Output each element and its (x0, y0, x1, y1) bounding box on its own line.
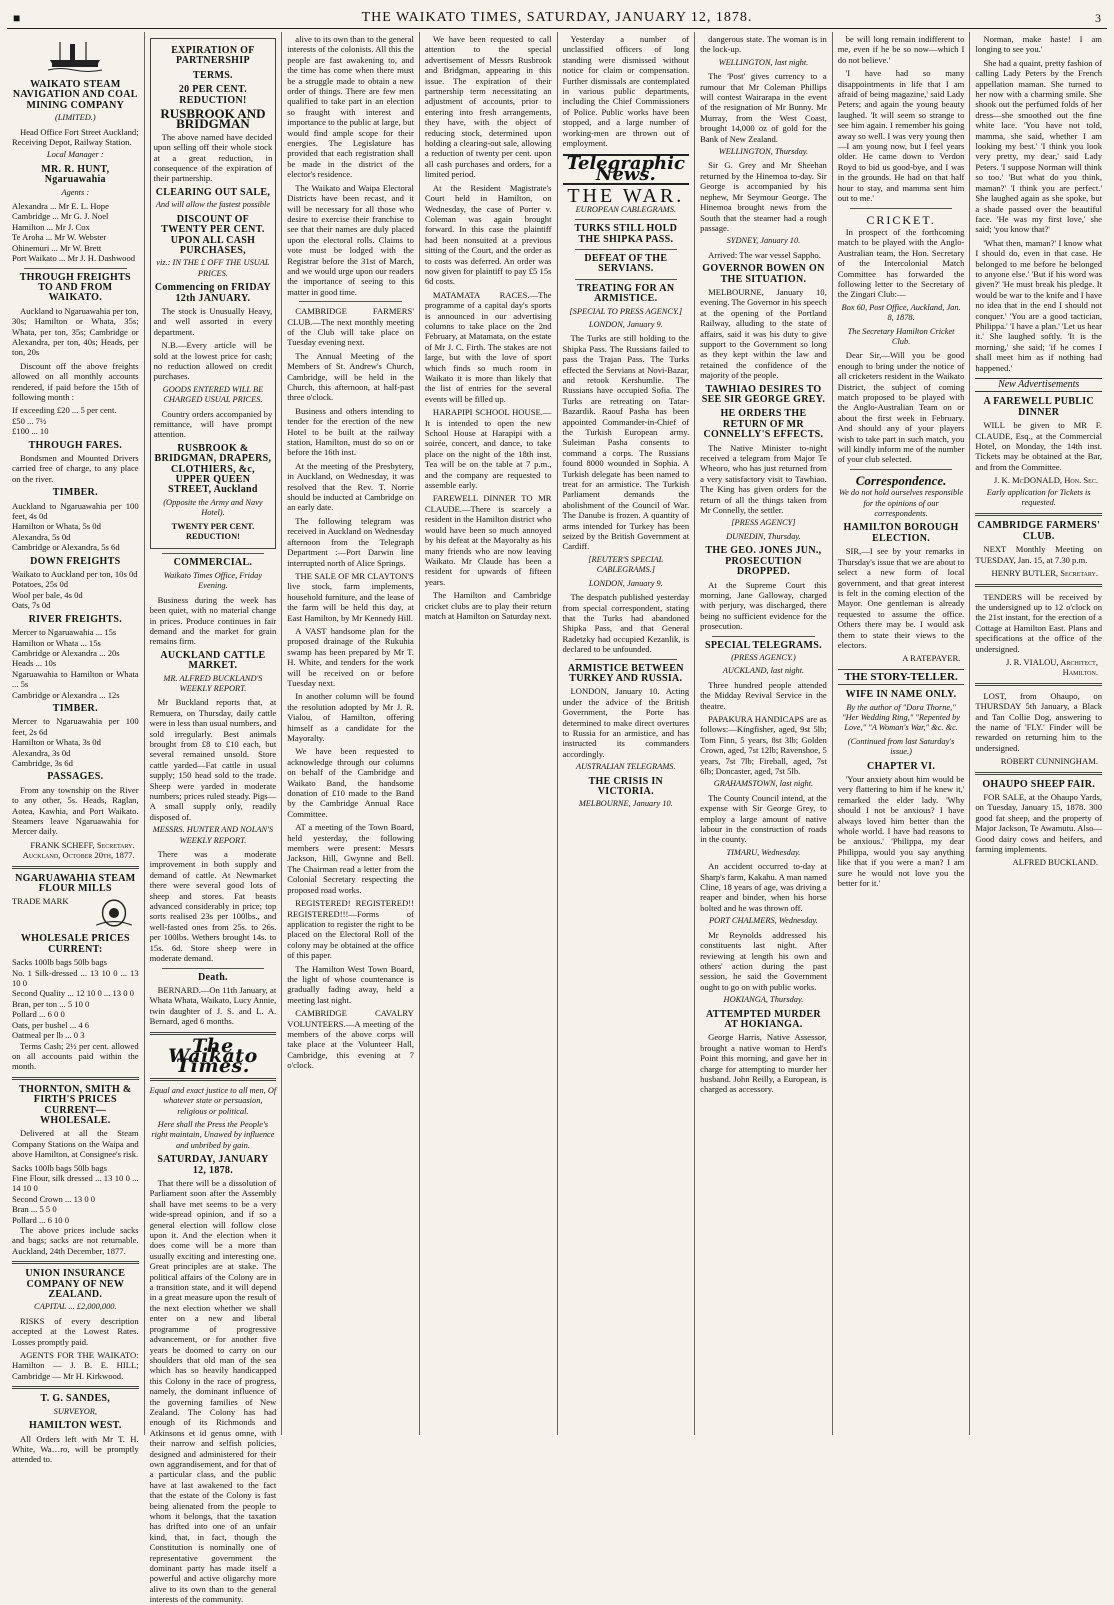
governor-text: MELBOURNE, January 10, evening. The Governor in his speech at the opening of the Portland Railway, alluding to the state of affairs, said it was his duty to give support to the Government so long as they kept within the law and retained the confidence of the majority of the people. (700, 286, 827, 381)
river-row: Cambridge or Alexandra ... 20s (12, 647, 120, 658)
treating-heading: TREATING FOR AN ARMISTICE. (577, 282, 675, 305)
story-text: be will long remain indifferent to me, even if he be so now—which I do not believe.' (837, 34, 965, 65)
cricket-addressee: The Secretary Hamilton Cricket Club. (847, 326, 955, 346)
freights-heading: THROUGH FREIGHTS TO AND FROM WAIKATO. (19, 271, 131, 304)
ohaupo-text: FOR SALE, at the Ohaupo Yards, on Tuesday, January 15, 1878. 300 good fat sheep, and the property of Major Jackson, Te Awamutu. Also—Good dairy cows and heifers, and farming implements. (975, 792, 1102, 855)
passages-heading: PASSAGES. (47, 771, 104, 783)
cricket-text: In prospect of the forthcoming match to be played with the Anglo-Australian team, the Hon. Secretary of the Intercolonial Match Committee has forwarded the following letter to the Secretary of the Zingari Club:— (837, 226, 965, 300)
capital-text: CAPITAL ... £2,000,000. (34, 1302, 117, 1312)
divider (575, 279, 678, 280)
cricket-box: Box 60, Post Office, Auckland, Jan. 8, 1878. (841, 302, 961, 323)
thornton-row: Sacks 100lb bags 50lb bags (12, 1162, 108, 1173)
divider (162, 968, 265, 969)
volunteers-note: CAMBRIDGE CAVALRY VOLUNTEERS.—A meeting of the members of the above corps will take place at the Volunteer Hall, Cambridge, this evening at 7 o'clock. (287, 1008, 414, 1071)
wholesale-heading: WHOLESALE PRICES CURRENT: (20, 933, 130, 955)
armistice-heading: ARMISTICE BETWEEN TURKEY AND RUSSIA. (567, 662, 684, 684)
article-text: At the Resident Magistrate's Court held in Hamilton, on Wednesday, the case of Porter v. Coleman was again brought forward. In this case the plaintiff had been nonsuited at a previous sitting of the Court, and the order as to costs was deferred. An order was now given for plaintiff to pay £5 15s 6d costs. (424, 182, 552, 287)
war-text: The Turks are still holding to the Shipka Pass. The Russians failed to pass the Trajan Pass. The Turks effected the Servians at Novi-Bazar, and retook Kershumlie. The Russians have occupied Sofia. The Turks are retreating on Tatar-Bazardik. Raouf Pasha has been appointed Commander-in-Chief of the Turkish European army. Suleiman Pasha consents to command a corps. The Russians found 8000 wounded in Sophia. A Turkish delegate has been named to treat for an armistice. The Turkish Parliament demands the abolishment of the Council of War. The Danube is frozen. A quantity of arms intended for Turkey has been seized by the British Government at Cardiff. (562, 333, 690, 552)
paper-title: The Waikato Times. (168, 1034, 258, 1078)
harapipi-note: HARAPIPI SCHOOL HOUSE.—It is intended to open the new School House at Harapipi with a soirée, concert, and dance, to take place on the night of the 18th inst. Tea will be on the table at 7 p.m., and the company are requested to assemble early. (424, 407, 552, 491)
hokianga-text: George Harris, Native Assessor, brought a native woman to Herd's Point this morning, and gave her in charge for attempting to murder her husband. John Reilly, a European, is charged as accessory. (700, 1032, 827, 1095)
timber2-heading: TIMBER. (52, 702, 98, 714)
sandes-town: HAMILTON WEST. (28, 1420, 122, 1432)
story-text: 'What then, maman?' I know what I should do, even in that case. He belonged to me before he belonged to anyone else.' 'But if his word was given?' 'He must break his pledge. It would be war to the knife and I have no idea that in the end I should not conquer.' 'You are a good tactician, Philippa.' 'I have a plan.' 'Let us hear it.' She laughed softly. 'It is the morning,' she said; 'if he comes I shall meet him as if nothing had happened.' (975, 237, 1102, 373)
agent-row: Port Waikato ... Mr J. H. Dashwood (12, 253, 136, 264)
timber2-row: Alexandra, 3s 0d (12, 747, 71, 758)
hunter-heading: MESSRS. HUNTER AND NOLAN'S WEEKLY REPORT. (152, 825, 274, 845)
auckland-text: Three hundred people attended the Midday Revival Service in the theatre. (700, 679, 827, 711)
tenders-signature: J. R. VIALOU, Architect, Hamilton. (1006, 656, 1098, 678)
fares-text: Bondsmen and Mounted Drivers carried free of charge, to any place on the river. (12, 453, 139, 484)
hokianga-heading: ATTEMPTED MURDER AT HOKIANGA. (705, 1008, 821, 1030)
dateline: HOKIANGA, Thursday. (723, 995, 804, 1005)
farewell-note: Early application for Tickets is requested. (986, 487, 1091, 508)
matamata-note: MATAMATA RACES.—The programme of a capital day's sports is announced in our advertising columns to take place on the 2nd February, at Matamata, on the estate of Mr J. C. Firth. The stakes are not large, but with the love of sport which finds so much room in Waikato it is more than likely that the list of entries for the several events will be filled up. (424, 289, 552, 404)
side-banner: TWENTY PER CENT. REDUCTION! (171, 521, 255, 542)
story-text: Norman, make haste! I am longing to see you.' (975, 34, 1102, 55)
orders-heading: HE ORDERS THE RETURN OF MR CONNELLY'S EFFECTS. (703, 408, 824, 441)
thornton-row: Fine Flour, silk dressed ... 13 10 0 ... 14 10 0 (12, 1172, 139, 1194)
article-text: dangerous state. The woman is in the lock-up. (700, 34, 827, 55)
company-title: WAIKATO STEAM NAVIGATION AND COAL MINING COMPANY (12, 79, 138, 111)
story-teller-heading: THE STORY-TELLER. (838, 669, 965, 685)
election-signature: A RATEPAYER. (902, 653, 961, 664)
cricket-body: Dear Sir,—Will you be good enough to bring under the notice of all cricketers resident in the Waikato District, the subject of coming match proposed to be played with the Anglo-Australian Team on or about the first week in February. And should any of your players wish to take part in such match, you will kindly inform me of the number of your club selected. (837, 350, 965, 465)
discount-sub: viz.: IN THE £ OFF THE USUAL PRICES. (156, 258, 270, 278)
commercial-text: Business during the week has been quiet, with no material change in prices. Produce continues in fair demand and the market for grain remains firm. (149, 594, 277, 647)
dateline: WELLINGTON, Thursday. (718, 147, 809, 157)
timber-row: Alexandra, 5s 0d (12, 531, 71, 542)
river-row: Cambridge or Alexandra ... 12s (12, 689, 120, 700)
river-row: Mercer to Ngaruawahia ... 15s (12, 627, 117, 638)
page-number: 3 (1095, 11, 1101, 25)
firm-name: RUSBROOK AND BRIDGMAN (160, 106, 266, 132)
column-3 (282, 32, 420, 1435)
agent-row: Te Aroha ... Mr W. Webster (12, 232, 107, 243)
cambridge-signature: HENRY BUTLER, Secretary. (991, 568, 1098, 579)
anniversary-note: The Annual Meeting of the Members of St. Andrew's Church, Cambridge, will be held in the Church, this afternoon, at half-past three o'clock. (287, 350, 414, 403)
thornton-text: Delivered at all the Steam Company Stations on the Waipa and above Hamilton, at Consignee's risk. (12, 1128, 139, 1160)
war-sub: EUROPEAN CABLEGRAMS. (575, 204, 677, 214)
river-row: Hamilton or Whata ... 15s (12, 637, 101, 648)
manager-label: Local Manager : (46, 150, 104, 160)
commercial-heading: COMMERCIAL. (173, 557, 253, 569)
rusbrook-block: RUSBROOK & BRIDGMAN, DRAPERS, CLOTHIERS, &c, UPPER QUEEN STREET, Auckland (154, 442, 272, 496)
farewell-signature: J. K. McDONALD, Hon. Sec. (993, 475, 1098, 486)
cemetery-note: In another column will be found the resolution adopted by Mr J. R. Vialou, of Hamilton, offering himself as a candidate for the Mayoralty. (287, 691, 414, 743)
price-row: Oatmeal per lb ... 0 3 (12, 1030, 85, 1041)
agent-row: Hamilton ... Mr J. Cox (12, 221, 90, 232)
tawhiao-heading: TAWHIAO DESIRES TO SEE SIR GEORGE GREY. (701, 383, 826, 405)
timber2-row: Mercer to Ngaruawahia per 100 feet, 2s 6d (12, 716, 139, 737)
dateline: WELLINGTON, last night. (718, 57, 809, 67)
double-divider (12, 1386, 139, 1389)
thornton-row: Second Crown ... 13 0 0 (12, 1193, 96, 1204)
lost-text: LOST, from Ohaupo, on THURSDAY 5th January, a Black and Tan Collie Dog, answering to the name of 'FLY.' Finder will be rewarded on returning him to the undersigned. (975, 690, 1102, 753)
dateline: LONDON, January 9. (588, 319, 663, 329)
double-divider (12, 1261, 139, 1264)
trade-mark-row (12, 896, 139, 930)
motto-2: Here shall the Press the People's right maintain, Unawed by influence and unbribed by gain. (151, 1119, 275, 1150)
tawhiao-text: The Native Minister to-night received a telegram from Major Te Wheoro, who has just returned from a very satisfactory visit to Tawhiao. The King has given orders for the return of all the things taken from Mr Connelly, the settler. (700, 442, 827, 516)
commencing: Commencing on FRIDAY 12th JANUARY. (154, 282, 272, 304)
dateline: AUCKLAND, last night. (722, 666, 805, 676)
dateline: PORT CHALMERS, Wednesday. (709, 916, 818, 926)
agent-row: Ohinemuri ... Mr W. Brett (12, 242, 102, 253)
thornton-heading: THORNTON, SMITH & FIRTH'S PRICES CURRENT—WHOLESALE. (19, 1083, 132, 1126)
freights-intro: Auckland to Ngaruawahia per ton, 30s; Hamilton or Whata, 35s; Whata, per ton, 35s; Cambridge or Alexandra, per ton, 40s; Heads, per ton, 20s (12, 305, 139, 358)
registered-note: REGISTERED! REGISTERED!! REGISTERED!!!—Forms of application to register the right to be placed on the Electoral Roll of the colony may be obtained at the office of this paper. (287, 898, 414, 961)
discount-row: If exceeding £20 ... 5 per cent. (12, 405, 117, 416)
double-divider (150, 1078, 277, 1081)
river-row: Ngaruawahia to Hamilton or Whata ... 5s (12, 668, 139, 690)
column-5 (558, 32, 696, 1435)
risks-text: RISKS of every description accepted at the Lowest Rates. Losses promptly paid. (12, 1315, 139, 1347)
election-text: SIR,—I see by your remarks in Thursday's issue that we are about to select a new form of local government, and that great interest is felt in the coming election of the Mayor. One gentleman is already requested to assume the office. Others there may be. I would ask them to state their views to the electors. (837, 546, 965, 650)
telegram-note: The following telegram was received in Auckland on Wednesday afternoon from the Telegraph Department :—Port Darwin line interrupted north of Alice Springs. (287, 515, 414, 568)
port-text: Mr Reynolds addressed his constituents last night. After reviewing at length his own and others' action during the past session, he said the Government ought to go on with public works. (700, 929, 827, 992)
masthead-title: THE WAIKATO TIMES, SATURDAY, JANUARY 12, 1878. (361, 10, 753, 25)
grahamstown-text: The County Council intend, at the expense with Sir George Grey, to employ a large amount of native labour in the construction of roads in the county. (700, 792, 827, 845)
cattle-heading: AUCKLAND CATTLE MARKET. (160, 649, 266, 672)
divider (162, 553, 265, 554)
tenders-text: TENDERS will be received by the undersigned up to 12 o'clock on the 21st instant, for the erection of a Cottage at Hamilton East. Plans and specifications at the office of the undersigned. (975, 591, 1102, 654)
story-text: 'I have had so many disappointments in life that I am afraid of being magazine,' said Lady Peters; and again the young beauty laughed. 'It will seem so strange to see him again. I remember his going away so well. I was very young then—I am young now, but I feel years older. He came down to Verdon Royd to bid us good-bye, and I was in the grounds. He had on that half hour to stay, and mamma sent him out to me.' (837, 68, 965, 204)
divider (299, 301, 402, 302)
war-heading: THE WAR. (567, 185, 685, 208)
turks-heading: TURKS STILL HOLD THE SHIPKA PASS. (574, 223, 678, 245)
dateline: DUNEDIN, Thursday. (726, 531, 801, 541)
dateline: TIMARU, Wednesday. (726, 847, 801, 857)
continued-note: (Continued from last Saturday's issue.) (847, 736, 955, 757)
election-heading: HAMILTON BOROUGH ELECTION. (843, 522, 959, 544)
cambridge-club-heading: CAMBRIDGE FARMERS' CLUB. (977, 520, 1101, 542)
clearing-heading: CLEARING OUT SALE, (155, 186, 271, 198)
motto: Equal and exact justice to all men, Of whatever state or persuasion, religious or political. (149, 1085, 277, 1116)
timber-row: Cambridge or Alexandra, 5s 6d (12, 542, 120, 553)
sandes-heading: T. G. SANDES, (40, 1393, 111, 1405)
agents-label: Agents : (61, 187, 90, 197)
company-limited: (LIMITED.) (54, 113, 96, 123)
discount-row: £100 ... 10 (12, 426, 49, 437)
timber-heading: TIMBER. (52, 487, 98, 499)
agents2-text: AGENTS FOR THE WAIKATO: Hamilton — J. B. E. HILL; Cambridge — Mr H. Kirkwood. (12, 1350, 139, 1381)
columns (7, 32, 1107, 1605)
defeat-heading: DEFEAT OF THE SERVIANS. (584, 252, 668, 275)
chapter-text: 'Your anxiety about him would be very flattering to him if he knew it,' remarked the elder lady. 'Why should I not be anxious? I have always loved him better than the whole world. I have had reasons to be anxious.' 'Philippa, my dear Philippa, would you say anything like that if you were a man? I am sure he would not love you the better for it.' (837, 774, 965, 889)
story-title: WIFE IN NAME ONLY. (845, 689, 957, 701)
price-row: Second Quality ... 12 10 0 ... 13 0 0 (12, 988, 134, 999)
discount-text: Discount off the above freights allowed on all monthly accounts rendered, if paid before the 15th of following month : (12, 360, 139, 402)
meeting-note: The Hamilton West Town Board, the light of whose countenance is gradually fading away, held a meeting last night. (287, 963, 414, 1005)
board-note: AT a meeting of the Town Board, held yesterday, the following members were present: Messrs Jackson, Hill, Gwynne and Bell. The Chairman read a letter from the Colonial Secretary respecting the proposed road works. (287, 822, 414, 895)
river-row: Heads ... 10s (12, 658, 57, 669)
terms-text: N.B.—Every article will be sold at the lowest price for cash; no reduction allowed on credit purchases. (153, 340, 273, 382)
agents-list (12, 201, 139, 263)
column-2 (145, 32, 283, 1605)
divider (712, 636, 815, 637)
down-row: Potatoes, 25s 0d (12, 579, 69, 590)
date-line: SATURDAY, JANUARY 12, 1878. (157, 1154, 269, 1176)
wellington2-text: Sir G. Grey and Mr Sheehan returned by the Hinemoa to-day. Sir George is accompanied by his nephew, Mr Seymour George. The Hinemoa brought news from the South that the steamer had a rough passage. (700, 160, 827, 233)
double-divider (975, 772, 1102, 775)
clearing-sale-ad (150, 38, 277, 549)
special-label: [SPECIAL TO PRESS AGENCY.] (569, 306, 683, 316)
business-note: Business and others intending to tender for the erection of the new Hotel to be built at the railway station, Hamilton, must do so on or before the 16th inst. (287, 405, 414, 458)
double-divider (975, 683, 1102, 686)
divider (575, 659, 678, 660)
cattle-text: Mr Buckland reports that, at Remuera, on Thursday, daily cattle were in less than usual numbers, and sold irregularly. Best animals brought from £8 to £10 each, but several remained unsold. Store cattle yarded—Fat cattle in usual supply; 150 head sold to the trade. Sheep were yarded in moderate numbers; prices ruled steady. Pigs—A small supply only, readily disposed of. (149, 697, 277, 822)
special-telegrams-heading: SPECIAL TELEGRAMS. (704, 639, 822, 651)
trade-label: TRADE MARK (12, 896, 69, 907)
timber-row: Hamilton or Whata, 5s 0d (12, 521, 101, 532)
timber2-row: Hamilton or Whata, 3s 0d (12, 737, 101, 748)
presbytery-note: At the meeting of the Presbytery, in Auckland, on Wednesday, it was resolved that the Rev. T. Norrie should be inducted at Cambridge on an early date. (287, 460, 414, 513)
sandes-sub: SURVEYOR, (53, 1406, 97, 1416)
lost-signature: ROBERT CUNNINGHAM. (1000, 756, 1098, 767)
terms-text: Terms Cash; 2½ per cent. allowed on all accounts paid within the month. (12, 1040, 139, 1072)
jones-text: At the Supreme Court this morning, Jane Galloway, charged with perjury, was discharged, there being no sufficient evidence for the prosecution. (700, 579, 827, 632)
dateline: LONDON, January 9. (588, 578, 663, 588)
correspondence-heading: Correspondence. (855, 472, 947, 488)
down-row: Waikato to Auckland per ton, 10s 0d (12, 569, 138, 580)
divider (575, 249, 678, 250)
country-orders: Country orders accompanied by remittance, will have prompt attention. (153, 408, 273, 440)
divider (575, 219, 678, 220)
story-text: She had a quaint, pretty fashion of calling Lady Peters by the French appellation maman. She turned to her now with a charming smile. She shook out the perfumed folds of her dress—she smoothed out the fine white lace. 'You have not told, mamma, she said, whether I am looking my best.' 'I think you look very pretty, my dear,' said Lady Peters. 'I suppose Norman will think so too.' 'But what do you think, maman?' 'I think you are perfect.' She laughed again as she spoke, but a shade passed over the beautiful face. 'He was my first love,' she said; 'you know that?' (975, 57, 1102, 235)
timber2-row: Cambridge, 3s 6d (12, 757, 73, 768)
cricket-note: The Hamilton and Cambridge cricket clubs are to play their return match at Hamilton on Saturday next. (424, 590, 552, 621)
price-row: Bran, per ton ... 5 10 0 (12, 998, 90, 1009)
death-text: BERNARD.—On 11th January, at Whata Whata, Waikato, Lucy Annie, twin daughter of J. S. and L. A. Bernard, aged 6 months. (149, 984, 277, 1027)
double-divider (975, 513, 1102, 516)
timaru-text: An accident occurred to-day at Sharp's farm, Kakahu. A man named Cline, 18 years of age, was driving a reaper and binder, when his horse bolted and he was thrown off. (700, 861, 827, 913)
company-signature: FRANK SCHEFF, Secretary. Auckland, October 20th, 1877. (22, 839, 135, 861)
down-row: Oats, 7s 0d (12, 600, 51, 611)
rusbrook-address: (Opposite the Army and Navy Hotel). (163, 497, 263, 518)
editorial-text: That there will be a dissolution of Parliament soon after the Assembly shall have met seems to be a very wide-spread opinion, and if so a general election will follow close upon it. And the election when it does come will be a more than usually exciting and interesting one. Great principles are at stake. The political affairs of the Colony are in a transition state, and it will depend in a great measure upon the result of the next election whether we shall enter on a new and liberal programme of progressive advancement, or for another five years be doomed to carry on our shoulders that old man of the sea which has so heavily handicapped this Colony in the race of progress, namely, the dominant influence of the governing families of New Zealand. The Colony has had enough of its Richmonds and Atkinsons et id genus omne, with their narrow and selfish policies, designed and administered for their own aggrandisement, and for that of a particular class, and the public have at last awakened to the fact that the estate of the Colony is fast being alienated from the people to whom it belongs, that the taxation has drifted into one of an unfair kind, that, in fact, though the Constitution is nominally one of representative government the dominant party has made itself a powerful and active oligarchy more alive to its own than to the general interests of the community. (149, 1178, 277, 1605)
agent-row: Alexandra ... Mr E. L. Hope (12, 201, 109, 212)
masthead (7, 5, 1107, 29)
hunter-text: There was a moderate improvement in both supply and demand of cattle. At Newmarket there were several good lots of sheep and stores. Fat beasts advanced considerably in price; top sorts realised 23s per 100lbs., and well-fasted ones from 25s. to 26s. per 100lbs. Wethers brought 14s. to 15s. 6d. Store sheep were in moderate demand. (149, 849, 277, 964)
cattle-sub: MR. ALFRED BUCKLAND'S WEEKLY REPORT. (163, 673, 263, 693)
flour-mills-heading: NGARUAWAHIA STEAM FLOUR MILLS (15, 872, 136, 895)
thornton-note: The above prices include sacks and bags; sacks are not returnable. Auckland, 24th December, 1877. (12, 1225, 139, 1256)
correspondence-note: We do not hold ourselves responsible for the opinions of our correspondents. (838, 488, 964, 519)
commercial-sub: Waikato Times Office, Friday Evening. (163, 570, 263, 591)
passages-text: From any township on the River to any other, 5s. Heads, Raglan, Aotea, Kawhia, and Port Waikato. Steamers leave Ngaruawahia for Mercer daily. (12, 784, 139, 837)
column-1 (7, 32, 145, 1465)
divider (24, 268, 127, 269)
crest-emblem-icon (89, 896, 139, 930)
column-6 (695, 32, 833, 1435)
sydney-text: Arrived: The war vessel Sappho. (708, 249, 821, 260)
through-fares-heading: THROUGH FARES. (28, 439, 123, 451)
governor-heading: GOVERNOR BOWEN ON THE SITUATION. (702, 263, 825, 285)
column-4 (420, 32, 558, 1435)
company-office: Head Office Fort Street Auckland; Receiving Depot, Railway Station. (12, 126, 139, 148)
goods-text: GOODS ENTERED WILL BE CHARGED USUAL PRICES. (162, 384, 264, 405)
divider (850, 469, 953, 470)
masthead-mark: ■ (13, 11, 21, 25)
cricket-heading: CRICKET. (866, 212, 936, 227)
press-agency-label: [PRESS AGENCY] (731, 518, 796, 528)
dateline: GRAHAMSTOWN, last night. (713, 779, 814, 789)
papakura-text: PAPAKURA HANDICAPS are as follows:—Kingfisher, aged, 9st 5lb; Tom Finn, 5 years, 8st 3lb; Golden Crown, aged, 7st 12lb; Ravenshoe, 5 years, 7st 7lb; Fireball, aged, 7st 6lb; Doncaster, aged, 7st 5lb. (700, 713, 827, 776)
telegraphic-news-heading: Telegraphic News. (563, 154, 690, 185)
sale-note: THE SALE OF MR CLAYTON'S live stock, farm implements, household furniture, and the lease of the farm will be held this day, at East Hamilton, by Mr Kennedy Hill. (287, 570, 414, 623)
sandes-note: All Orders left with Mr T. H. White, Wa…ro, will be promptly attended to. (12, 1433, 139, 1465)
double-divider (12, 1077, 139, 1080)
farewell-dinner-text: WILL be given to MR F. CLAUDE, Esq., at the Commercial Hotel, on Monday, the 14th inst. Tickets may be obtained at the Bar, and from the Committee. (975, 420, 1102, 472)
union-heading: UNION INSURANCE COMPANY OF NEW ZEALAND. (25, 1268, 126, 1301)
price-row: No. 1 Silk-dressed ... 13 10 0 ... 13 10 0 (12, 967, 139, 989)
farmers-club-note: CAMBRIDGE FARMERS' CLUB.—The next monthly meeting of the Club will take place on Tuesday evening next. (287, 306, 414, 348)
article-text: alive to its own than to the general interests of the colonists. All this the people are fast awakening to, and the time has come when there must be a struggle made to obtain a new order of things. There are few men qualified to take part in an election so fraught with interest and importance to the public at large, but would find ample scope for their energies. The Legislature has provided that each registration shall be made in the district of the elector's residence. (287, 34, 414, 180)
column-8 (970, 32, 1107, 1435)
agent-row: Cambridge ... Mr G. J. Noel (12, 211, 109, 222)
price-row: Pollard ... 6 0 0 (12, 1009, 65, 1020)
clearing-text: The above named have decided upon selling off their whole stock at a great reduction, in consequence of the expiration of their partnership. (153, 131, 273, 184)
ohaupo-signature: ALFRED BUCKLAND. (1012, 857, 1098, 868)
acknowledge-note: We have been requested to acknowledge through our columns on behalf of the Cambridge and Waikato Band, the handsome donation of £10 made to the Band by the Cambridge Annual Race Committee. (287, 746, 414, 819)
reuters-text: The despatch published yesterday from special correspondent, stating that the Turks had abandoned Shipka Pass, and that General Radetzky had occupied Kezanlik, is declared to be unfounded. (562, 592, 690, 655)
expiration-heading: EXPIRATION OF PARTNERSHIP (171, 45, 255, 67)
price-row: Sacks 100lb bags 50lb bags (12, 957, 108, 968)
timber-row: Auckland to Ngaruawahia per 100 feet, 4s 0d (12, 500, 139, 522)
armistice-text: LONDON, January 10. Acting under the advice of the British Government, the Porte has determined to make direct overtures to Russia for an armistice, and has instructed its commanders accordingly. (562, 686, 690, 759)
discount-row: £50 ... 7½ (12, 415, 47, 426)
price-row: Oats, per bushel ... 4 6 (12, 1019, 90, 1030)
thornton-row: Pollard ... 6 10 0 (12, 1214, 70, 1225)
new-advertisements-heading: New Advertisements (975, 378, 1102, 392)
cambridge-club-text: NEXT Monthly Meeting on TUESDAY, Jan. 15, at 7.30 p.m. (975, 544, 1102, 565)
double-divider (975, 584, 1102, 587)
discount-heading: DISCOUNT OF TWENTY PER CENT. UPON ALL CASH PURCHASES, (161, 213, 265, 256)
newspaper-page (7, 5, 1107, 1605)
steamship-illustration (46, 36, 104, 76)
plan-note: A VAST handsome plan for the proposed drainage of the Rukuhia swamp has been prepared by Mr T. H. White, and tenders for the work will be received on or before Tuesday next. (287, 625, 414, 688)
clearing-sub: And will allow the fastest possible (155, 200, 271, 210)
divider (850, 208, 953, 209)
down-row: Wool per bale, 4s 0d (12, 589, 83, 600)
australian-heading: AUSTRALIAN TELEGRAMS. (576, 762, 676, 772)
dateline: SYDNEY, January 10. (726, 236, 801, 246)
farewell-note: FAREWELL DINNER TO MR CLAUDE.—There is scarcely a resident in the Hamilton district who would have been so much annoyed by his defeat at the Mayoralty as his many friends who are now leaving Waikato. Mr Claude has been a resident for upwards of fifteen years. (424, 493, 552, 587)
article-text: Yesterday a number of unclassified officers of long standing were dismissed without notice for claim or compensation. Further dismissals are contemplated in various public departments, including the Chief Commissioners of Police. Public works have been stopped, and a large number of working-men are thrown out of employment. (562, 34, 690, 149)
wellington-text: The 'Post' gives currency to a rumour that Mr Coleman Phillips will contest Wairarapa in the event of the resignation of Mr Bunny. Mr Murray, from the West Coast, brought 14,000 oz of gold for the Bank of New Zealand. (700, 71, 827, 144)
press-agency-label: (PRESS AGENCY.) (731, 652, 796, 662)
farewell-dinner-heading: A FAREWELL PUBLIC DINNER (983, 396, 1094, 418)
river-freights-heading: RIVER FREIGHTS. (28, 613, 123, 625)
manager-name: MR. R. HUNT, Ngaruawahia (41, 163, 110, 186)
reuters-label: [REUTER'S SPECIAL CABLEGRAMS.] (588, 554, 664, 575)
column-7 (833, 32, 971, 1435)
dateline: MELBOURNE, January 10. (578, 799, 673, 809)
terms-heading: TERMS. (193, 69, 233, 81)
stock-text: The stock is Unusually Heavy, and well assorted in every department. (153, 305, 273, 337)
chapter-heading: CHAPTER VI. (867, 760, 936, 772)
down-freights-heading: DOWN FREIGHTS (30, 555, 121, 567)
death-heading: Death. (198, 971, 228, 983)
reduction-heading: 20 PER CENT. REDUCTION! (178, 84, 248, 106)
story-byline: By the author of "Dora Thorne," "Her Wedding Ring," "Repented by Love," "A Woman's War," &c. &c. (842, 702, 961, 733)
jones-heading: THE GEO. JONES JUN., PROSECUTION DROPPED. (705, 545, 822, 578)
ohaupo-heading: OHAUPO SHEEP FAIR. (982, 778, 1096, 790)
article-text: We have been requested to call attention to the special advertisement of Messrs Rusbrook and Bridgman, appearing in this issue. The expiration of their partnership term necessitating an adjustment of accounts, prior to entering into fresh arrangements, they have, with the object of reducing stock, determined upon holding a clearing-out sale, allowing a reduction of twenty per cent. upon all cash purchases and orders, for a limited period. (424, 34, 552, 180)
crisis-heading: THE CRISIS IN VICTORIA. (588, 775, 664, 797)
double-divider (12, 866, 139, 869)
article-text: The Waikato and Waipa Electoral Districts have been recast, and it will be necessary for all those who desire to exercise their franchise to see that their names are duly placed upon the electoral rolls. Claims to vote must be lodged with the Registrar before the 31st of March, and we would urge upon our readers the importance of seeing to this matter in good time. (287, 182, 414, 297)
thornton-row: Bran ... 5 5 0 (12, 1204, 57, 1215)
